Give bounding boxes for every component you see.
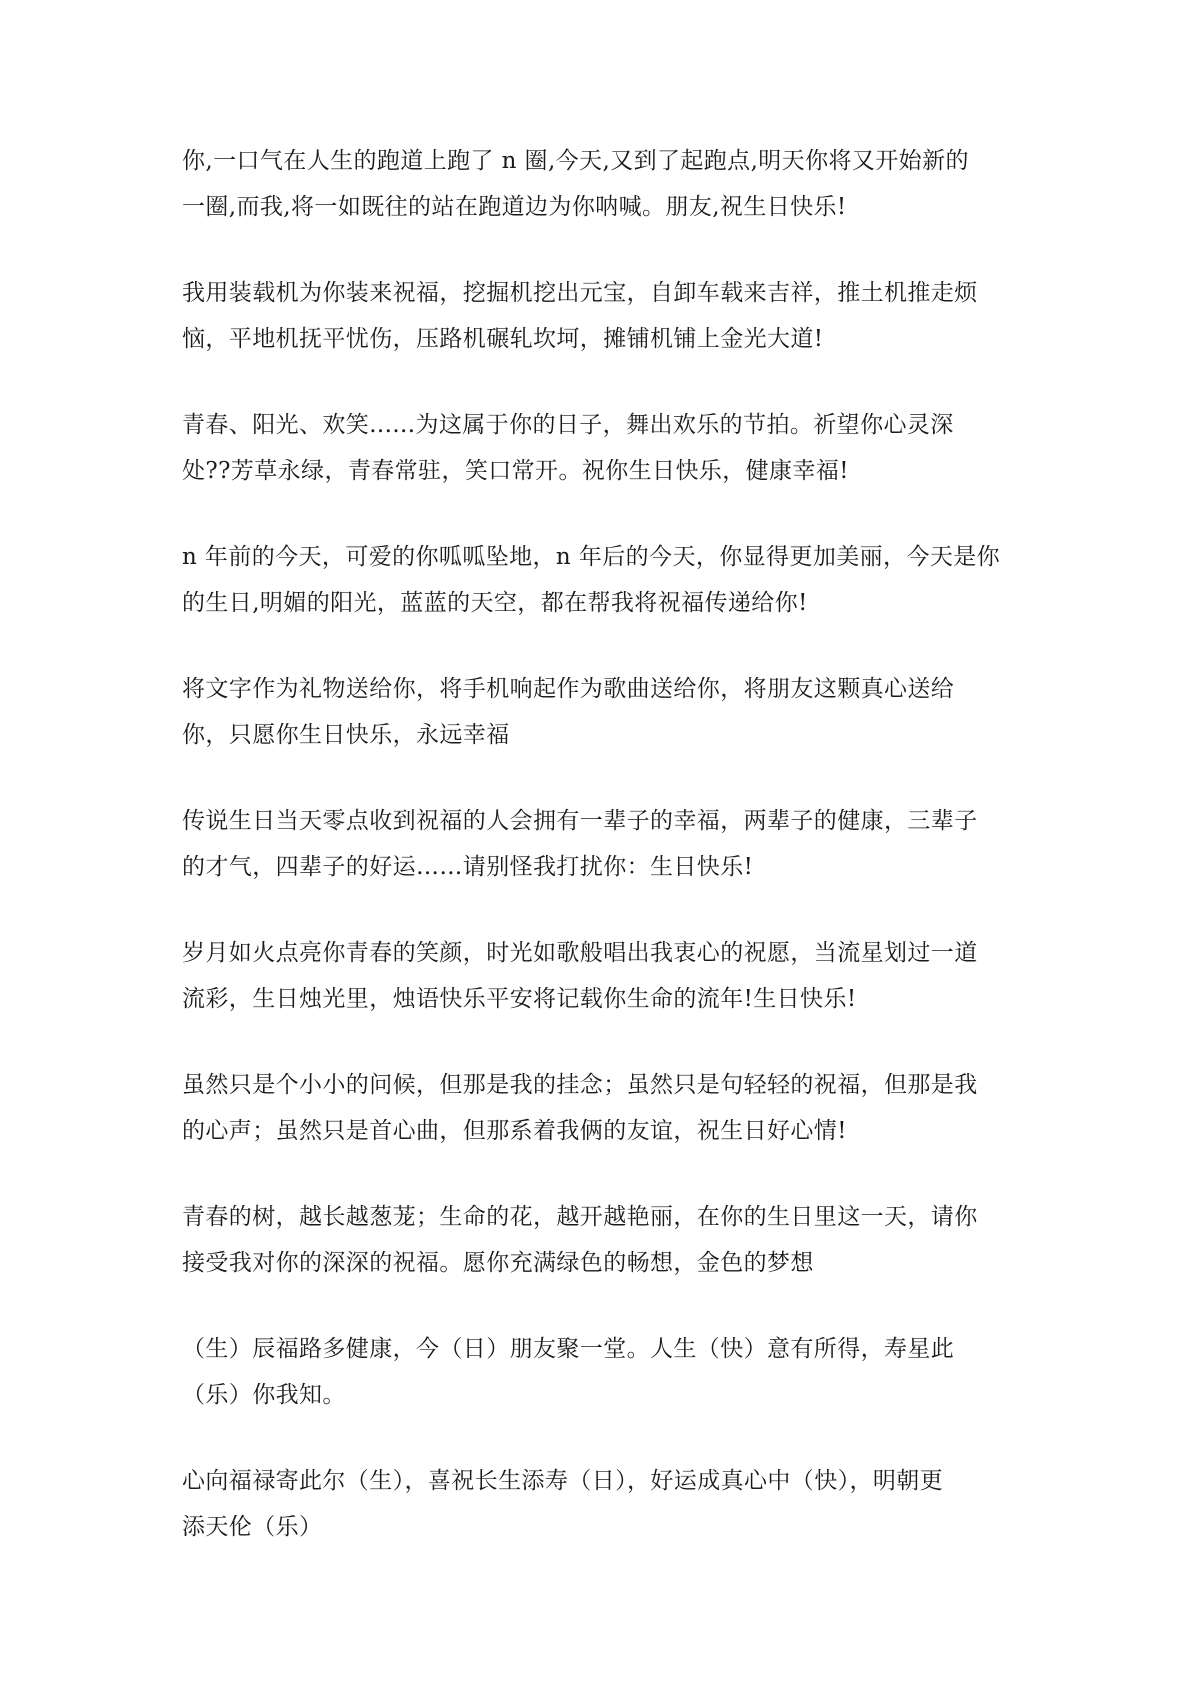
paragraph-9 <box>182 1194 1032 1286</box>
paragraph-line: 传说生日当天零点收到祝福的人会拥有一辈子的幸福，两辈子的健康，三辈子 <box>182 808 978 834</box>
paragraph-line: 的心声；虽然只是首心曲，但那系着我俩的友谊，祝生日好心情! <box>182 1118 847 1144</box>
paragraph-line: 岁月如火点亮你青春的笑颜，时光如歌般唱出我衷心的祝愿，当流星划过一道 <box>182 940 978 966</box>
paragraph-line: 青春的树，越长越葱茏；生命的花，越开越艳丽，在你的生日里这一天，请你 <box>182 1204 978 1230</box>
paragraph-1 <box>182 138 1032 230</box>
paragraph-line: 的生日,明媚的阳光，蓝蓝的天空，都在帮我将祝福传递给你! <box>182 590 808 616</box>
document-body <box>182 138 1032 1590</box>
paragraph-3 <box>182 402 1032 494</box>
paragraph-6 <box>182 798 1032 890</box>
paragraph-line: 添天伦（乐） <box>182 1514 323 1540</box>
paragraph-5 <box>182 666 1032 758</box>
paragraph-2 <box>182 270 1032 362</box>
paragraph-line: 流彩，生日烛光里，烛语快乐平安将记载你生命的流年!生日快乐! <box>182 986 857 1012</box>
paragraph-line: 一圈,而我,将一如既往的站在跑道边为你呐喊。朋友,祝生日快乐! <box>182 194 847 220</box>
paragraph-10 <box>182 1326 1032 1418</box>
paragraph-line: 青春、阳光、欢笑......为这属于你的日子，舞出欢乐的节拍。祈望你心灵深 <box>182 412 954 438</box>
paragraph-8 <box>182 1062 1032 1154</box>
paragraph-line: n 年前的今天，可爱的你呱呱坠地，n 年后的今天，你显得更加美丽，今天是你 <box>182 544 1001 570</box>
paragraph-line: 你,一口气在人生的跑道上跑了 n 圈,今天,又到了起跑点,明天你将又开始新的 <box>182 148 969 174</box>
paragraph-line: 接受我对你的深深的祝福。愿你充满绿色的畅想，金色的梦想 <box>182 1250 814 1276</box>
paragraph-line: 的才气，四辈子的好运……请别怪我打扰你：生日快乐! <box>182 854 754 880</box>
paragraph-7 <box>182 930 1032 1022</box>
paragraph-line: （乐）你我知。 <box>182 1382 346 1408</box>
paragraph-line: 虽然只是个小小的问候，但那是我的挂念；虽然只是句轻轻的祝福，但那是我 <box>182 1072 978 1098</box>
paragraph-line: 将文字作为礼物送给你，将手机响起作为歌曲送给你，将朋友这颗真心送给 <box>182 676 955 702</box>
paragraph-line: 心向福禄寄此尔（生），喜祝长生添寿（日），好运成真心中（快），明朝更 <box>182 1468 944 1494</box>
paragraph-4 <box>182 534 1032 626</box>
paragraph-line: 处??芳草永绿，青春常驻，笑口常开。祝你生日快乐，健康幸福! <box>182 458 849 484</box>
paragraph-line: （生）辰福路多健康，今（日）朋友聚一堂。人生（快）意有所得，寿星此 <box>182 1336 955 1362</box>
paragraph-line: 你，只愿你生日快乐，永远幸福 <box>182 722 510 748</box>
paragraph-line: 我用装载机为你装来祝福，挖掘机挖出元宝，自卸车载来吉祥，推土机推走烦 <box>182 280 978 306</box>
paragraph-11 <box>182 1458 1032 1550</box>
paragraph-line: 恼，平地机抚平忧伤，压路机碾轧坎坷，摊铺机铺上金光大道! <box>182 326 824 352</box>
